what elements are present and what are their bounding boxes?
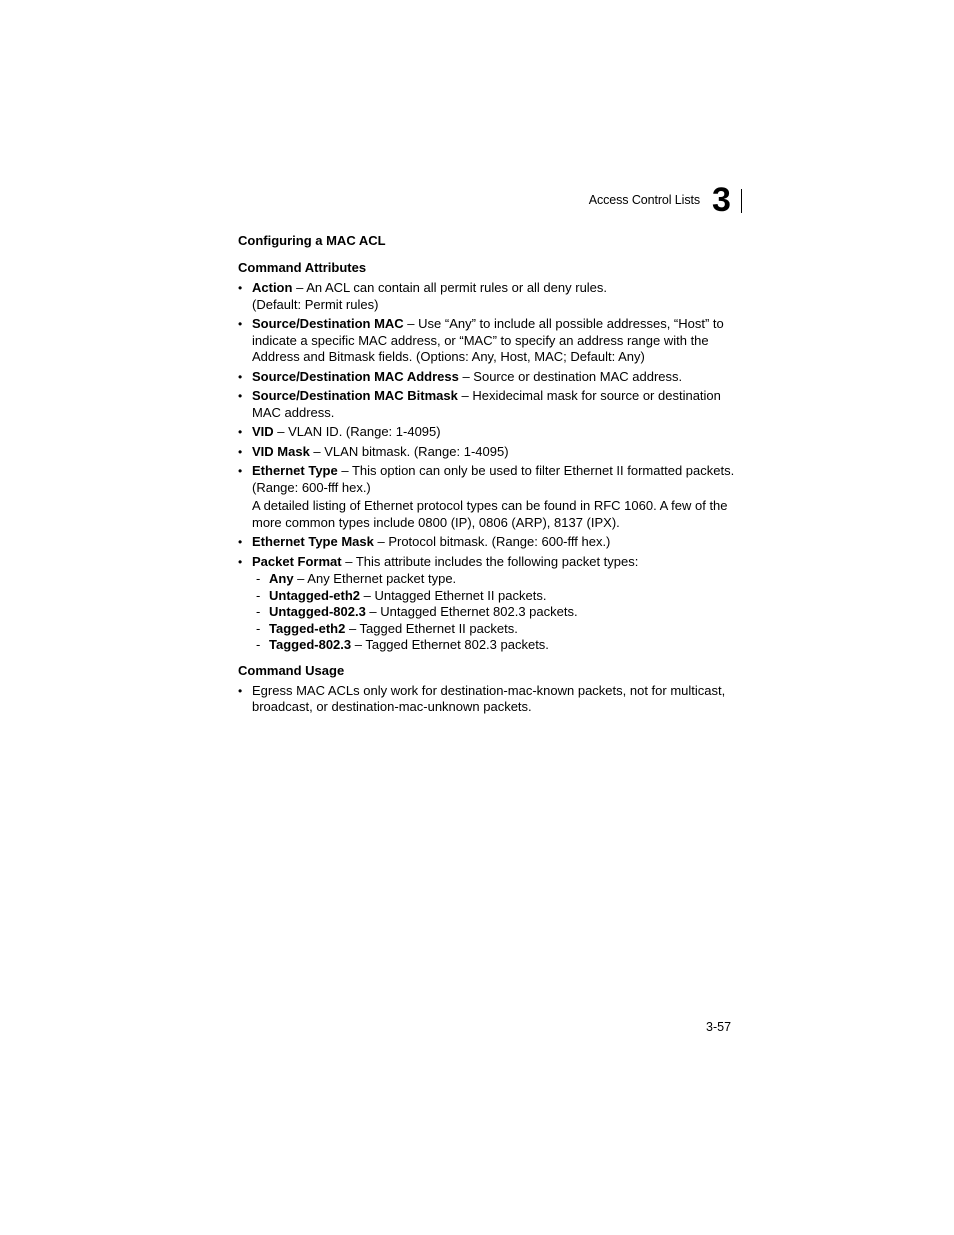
list-item: • Source/Destination MAC – Use “Any” to include all possible addresses, “Host” to indicate a specific MAC address, or “MAC” to specify an address range with the Address and Bitmask fields. (Options: Any, Host, MAC; Default: Any)	[238, 316, 738, 366]
page-content	[238, 232, 738, 724]
sub-list-item: - Untagged-eth2 – Untagged Ethernet II packets.	[252, 588, 738, 605]
ethernet-type-note: A detailed listing of Ethernet protocol types can be found in RFC 1060. A few of the more common types include 0800 (IP), 0806 (ARP), 8137 (IPX).	[252, 498, 728, 530]
list-item: • Egress MAC ACLs only work for destination-mac-known packets, not for multicast, broadcast, or destination-mac-unknown packets.	[238, 683, 738, 716]
attributes-list	[238, 280, 738, 654]
list-item: • Source/Destination MAC Bitmask – Hexidecimal mask for source or destination MAC address.	[238, 388, 738, 421]
packet-format-list	[252, 571, 738, 654]
list-item: • Ethernet Type Mask – Protocol bitmask. (Range: 600-fff hex.)	[238, 534, 738, 551]
usage-heading: Command Usage	[238, 662, 345, 678]
usage-list	[238, 683, 738, 716]
sub-list-item: - Any – Any Ethernet packet type.	[252, 571, 738, 588]
sub-list-item: - Tagged-eth2 – Tagged Ethernet II packets.	[252, 621, 738, 638]
sub-list-item: - Untagged-802.3 – Untagged Ethernet 802.3 packets.	[252, 604, 738, 621]
list-item: • VID Mask – VLAN bitmask. (Range: 1-4095)	[238, 444, 738, 461]
list-item: • Action – An ACL can contain all permit rules or all deny rules. (Default: Permit rules)	[238, 280, 738, 313]
page-number: 3-57	[706, 1020, 732, 1034]
list-item: • VID – VLAN ID. (Range: 1-4095)	[238, 424, 738, 441]
list-item: • Ethernet Type – This option can only be used to filter Ethernet II formatted packets. (Range: 600-fff hex.) A detailed listing of Ethernet protocol types can be found in RFC 1060. A few of the more common types include 0800 (IP), 0806 (ARP), 8137 (IPX).	[238, 463, 738, 531]
list-item: • Packet Format – This attribute includes the following packet types: - Any – Any Ethernet packet type. - Untagged-eth2 – Untagged Ethernet II packets. - Untagged-802.3 – Untagged Ethernet 802.3 packets. - Tagged-eth2 – Tagged Ethernet II packets. - Tagged-802.3 – Tagged Ethernet 802.3 packets.	[238, 554, 738, 654]
running-header-title: Access Control Lists	[588, 193, 700, 207]
attributes-heading: Command Attributes	[238, 260, 367, 275]
list-item: • Source/Destination MAC Address – Source or destination MAC address.	[238, 369, 738, 386]
chapter-divider	[741, 189, 742, 213]
sub-list-item: - Tagged-802.3 – Tagged Ethernet 802.3 packets.	[252, 637, 738, 654]
chapter-number: 3	[712, 181, 730, 219]
section-title: Configuring a MAC ACL	[238, 233, 386, 248]
